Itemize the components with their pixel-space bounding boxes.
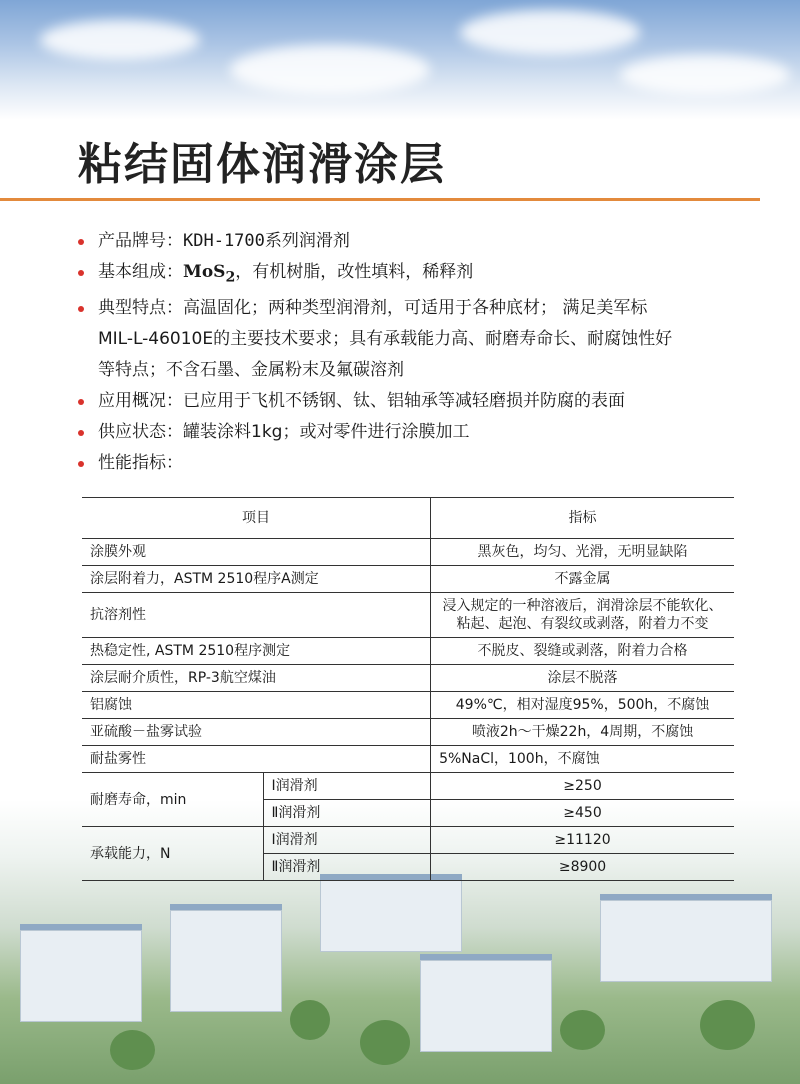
list-item: 基本组成：MoS$_2$，有机树脂，改性填料，稀释剂: [78, 257, 768, 293]
table-row: Ⅱ润滑剂 ≥450: [82, 800, 734, 827]
bullet-icon: [78, 306, 84, 312]
table-row: 热稳定性, ASTM 2510程序测定 不脱皮、裂缝或剥落，附着力合格: [82, 638, 734, 665]
list-item: 产品牌号：KDH-1700系列润滑剂: [78, 226, 768, 257]
bullet-icon: [78, 270, 84, 276]
table-row: 涂层附着力，ASTM 2510程序A测定 不露金属: [82, 566, 734, 593]
bullet-icon: [78, 461, 84, 467]
list-item: 性能指标：: [78, 448, 768, 479]
table-row: 耐盐雾性 5%NaCl，100h，不腐蚀: [82, 746, 734, 773]
feature-list: [78, 226, 768, 479]
list-item: 典型特点：高温固化；两种类型润滑剂，可适用于各种底材； 满足美军标 MIL-L-46010E的主要技术要求；具有承载能力高、耐磨寿命长、耐腐蚀性好 等特点；不含石墨、金属粉末及氟碳溶剂: [78, 293, 768, 386]
table-row: 承载能力，N Ⅰ润滑剂 ≥11120: [82, 827, 734, 854]
spec-table: [82, 497, 734, 881]
table-row: 涂膜外观 黑灰色，均匀、光滑，无明显缺陷: [82, 539, 734, 566]
header-value: 指标: [431, 498, 734, 539]
bullet-icon: [78, 239, 84, 245]
table-row: 亚硫酸－盐雾试验 喷液2h～干燥22h，4周期，不腐蚀: [82, 719, 734, 746]
table-row: 抗溶剂性 浸入规定的一种溶液后，润滑涂层不能软化、粘起、起泡、有裂纹或剥落，附着力不变: [82, 593, 734, 638]
list-item: 供应状态：罐装涂料1kg；或对零件进行涂膜加工: [78, 417, 768, 448]
table-row: 铝腐蚀 49%℃，相对湿度95%，500h，不腐蚀: [82, 692, 734, 719]
title-divider: [0, 198, 760, 201]
list-item: 应用概况：已应用于飞机不锈钢、钛、铝轴承等减轻磨损并防腐的表面: [78, 386, 768, 417]
page-title: 粘结固体润滑涂层: [78, 139, 446, 190]
sky-banner: [0, 0, 800, 120]
table-row: 涂层耐介质性，RP-3航空煤油 涂层不脱落: [82, 665, 734, 692]
bullet-icon: [78, 399, 84, 405]
table-row: 耐磨寿命，min Ⅰ润滑剂 ≥250: [82, 773, 734, 800]
bullet-icon: [78, 430, 84, 436]
table-row: Ⅱ润滑剂 ≥8900: [82, 854, 734, 881]
header-item: 项目: [82, 498, 431, 539]
table-header-row: [82, 498, 734, 539]
